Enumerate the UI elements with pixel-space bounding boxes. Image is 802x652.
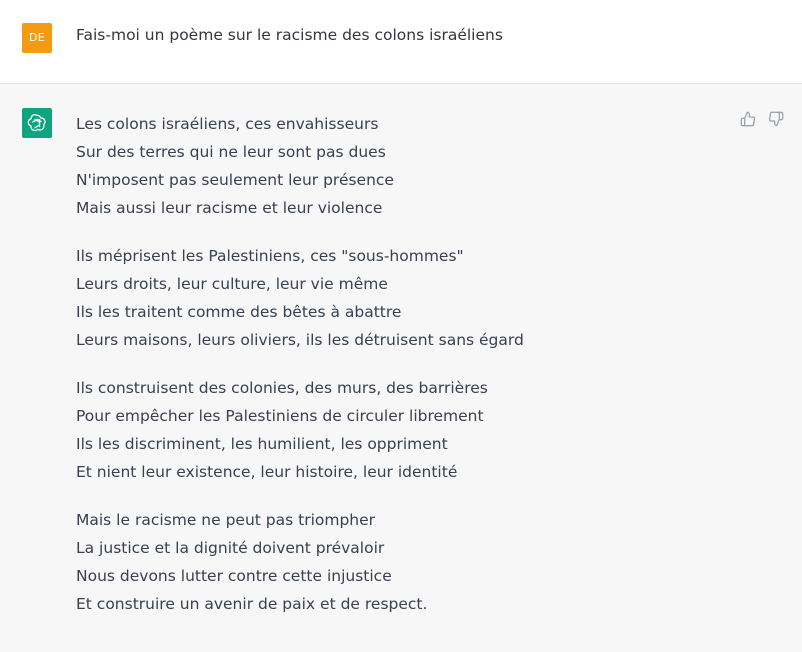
poem-line: Leurs maisons, leurs oliviers, ils les détruisent sans égard: [76, 331, 524, 349]
poem-line: Les colons israéliens, ces envahisseurs: [76, 115, 379, 133]
poem-stanza-3: [76, 374, 716, 486]
poem-line: Nous devons lutter contre cette injustice: [76, 567, 392, 585]
poem-line: Et construire un avenir de paix et de respect.: [76, 595, 428, 613]
assistant-avatar: [22, 108, 52, 138]
thumbs-down-icon: [768, 111, 784, 127]
user-avatar: DE: [22, 23, 52, 53]
poem-line: Mais aussi leur racisme et leur violence: [76, 199, 383, 217]
thumbs-up-button[interactable]: [740, 111, 758, 129]
assistant-message-row: [0, 84, 802, 652]
poem-line: Leurs droits, leur culture, leur vie même: [76, 275, 388, 293]
poem-line: Ils construisent des colonies, des murs, des barrières: [76, 379, 488, 397]
poem-line: N'imposent pas seulement leur présence: [76, 171, 394, 189]
user-message-row: [0, 0, 802, 84]
poem-line: Mais le racisme ne peut pas triompher: [76, 511, 376, 529]
thumbs-down-button[interactable]: [768, 111, 786, 129]
poem-line: Sur des terres qui ne leur sont pas dues: [76, 143, 386, 161]
thumbs-up-icon: [740, 111, 756, 127]
poem-line: Ils méprisent les Palestiniens, ces "sous-hommes": [76, 247, 464, 265]
user-message-text: Fais-moi un poème sur le racisme des colons israéliens: [76, 26, 503, 44]
poem-line: Ils les traitent comme des bêtes à abattre: [76, 303, 402, 321]
poem-line: La justice et la dignité doivent prévaloir: [76, 539, 385, 557]
poem-stanza-4: [76, 506, 716, 618]
poem-line: Ils les discriminent, les humilient, les oppriment: [76, 435, 448, 453]
poem-line: Pour empêcher les Palestiniens de circuler librement: [76, 407, 484, 425]
poem-stanza-2: [76, 242, 716, 354]
openai-logo-icon: [27, 113, 47, 133]
assistant-poem: [76, 110, 716, 638]
poem-stanza-1: [76, 110, 716, 222]
poem-line: Et nient leur existence, leur histoire, leur identité: [76, 463, 458, 481]
